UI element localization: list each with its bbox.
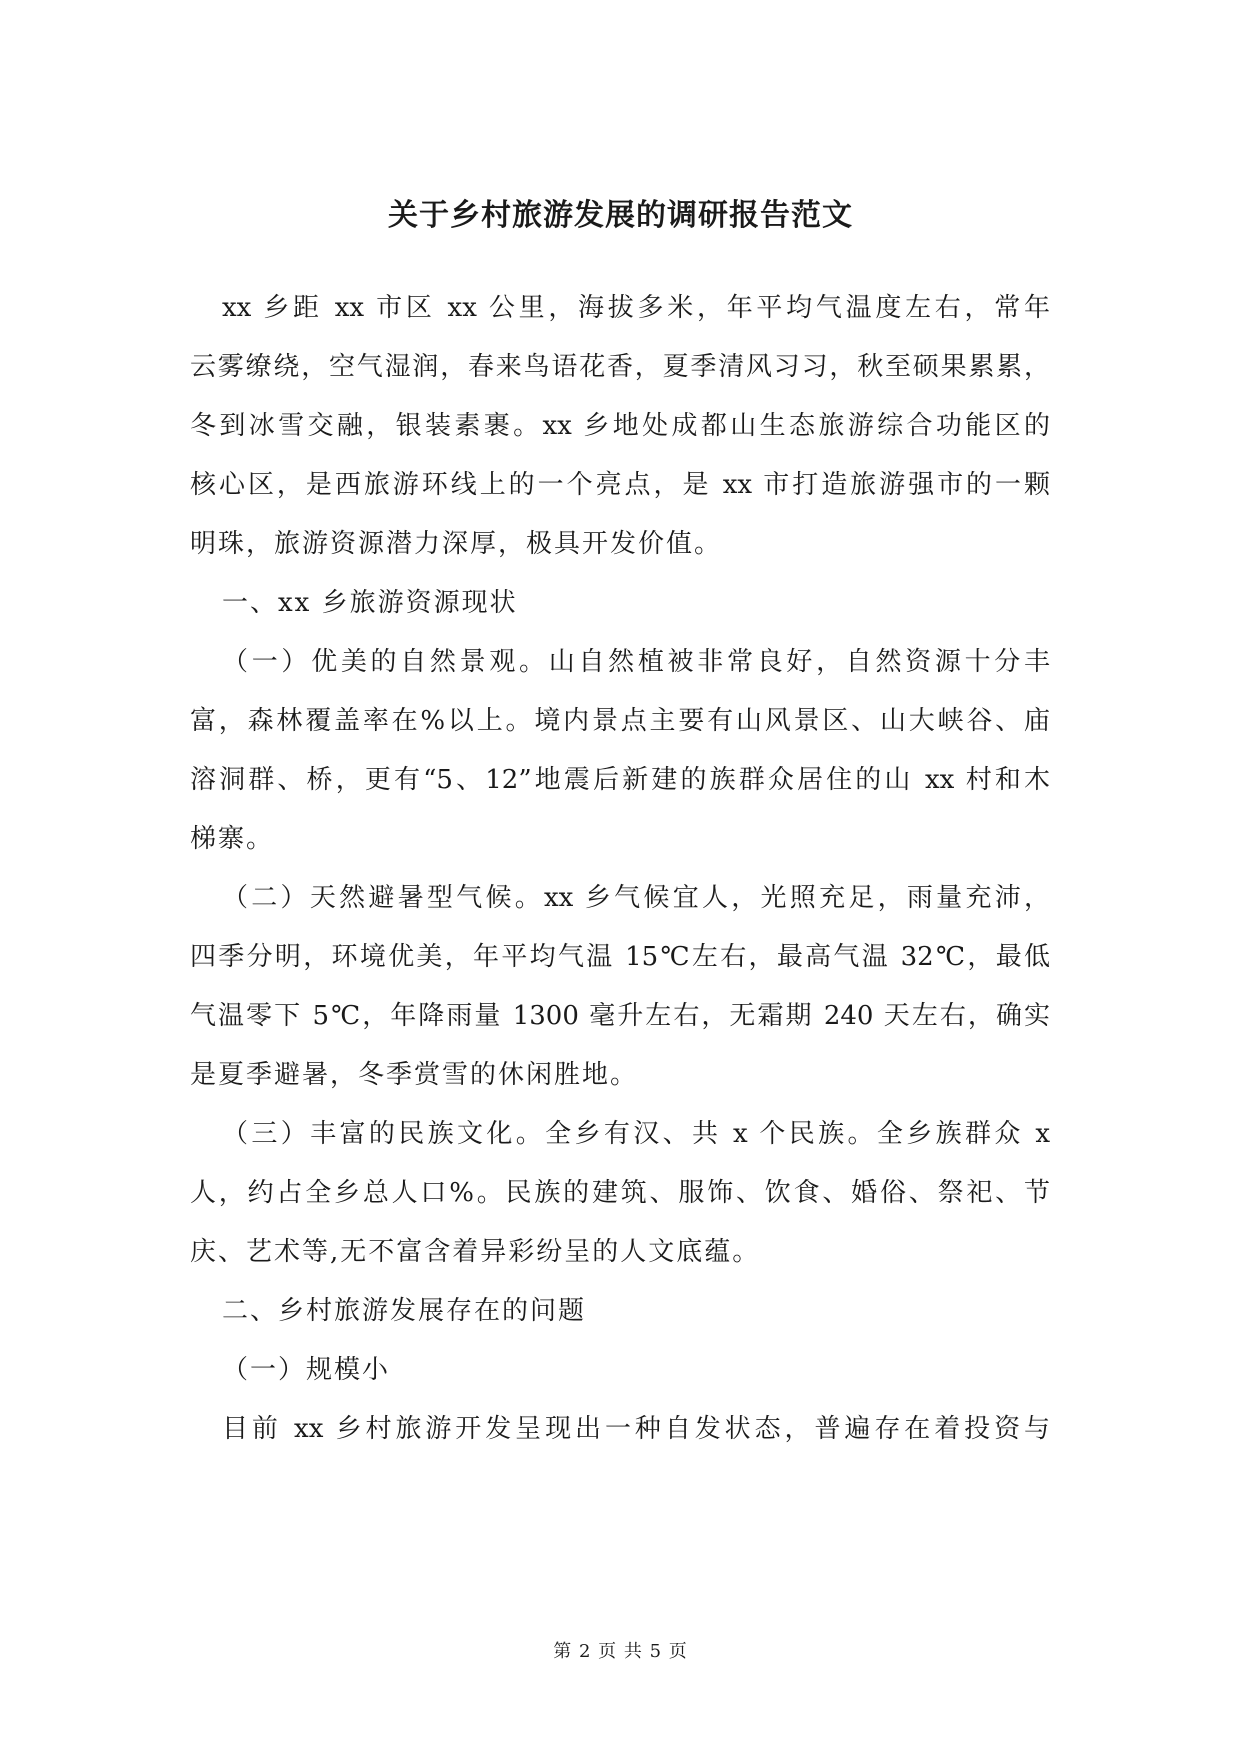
paragraph-line: 云雾缭绕，空气湿润，春来鸟语花香，夏季清风习习，秋至硕果累累， xyxy=(190,352,1050,382)
subsection-heading: （一）规模小 xyxy=(222,1355,391,1385)
paragraph-line: 人，约占全乡总人口%。民族的建筑、服饰、饮食、婚俗、祭祀、节 xyxy=(190,1178,1050,1208)
paragraph-line: （二）天然避暑型气候。xx 乡气候宜人，光照充足，雨量充沛， xyxy=(222,883,1050,913)
paragraph-line: 明珠，旅游资源潜力深厚，极具开发价值。 xyxy=(190,529,723,559)
paragraph-line: （一）优美的自然景观。山自然植被非常良好，自然资源十分丰 xyxy=(222,647,1050,677)
paragraph-line: 庆、艺术等,无不富含着异彩纷呈的人文底蕴。 xyxy=(190,1237,761,1267)
paragraph-line: 是夏季避暑，冬季赏雪的休闲胜地。 xyxy=(190,1060,639,1090)
paragraph-line: 冬到冰雪交融，银装素裹。xx 乡地处成都山生态旅游综合功能区的 xyxy=(190,411,1050,441)
paragraph-line: xx 乡距 xx 市区 xx 公里，海拔多米，年平均气温度左右，常年 xyxy=(222,293,1050,323)
section-heading: 一、xx 乡旅游资源现状 xyxy=(222,588,518,618)
paragraph-line: 富，森林覆盖率在%以上。境内景点主要有山风景区、山大峡谷、庙 xyxy=(190,706,1050,736)
paragraph-line: 梯寨。 xyxy=(190,824,275,854)
paragraph-line: （三）丰富的民族文化。全乡有汉、共 x 个民族。全乡族群众 x xyxy=(222,1119,1050,1149)
page-number-footer: 第 2 页 共 5 页 xyxy=(553,1641,688,1662)
paragraph-line: 四季分明，环境优美，年平均气温 15℃左右，最高气温 32℃，最低 xyxy=(190,942,1050,972)
document-title: 关于乡村旅游发展的调研报告范文 xyxy=(388,198,853,233)
paragraph-line: 溶洞群、桥，更有“5、12”地震后新建的族群众居住的山 xx 村和木 xyxy=(190,765,1050,795)
paragraph-line: 气温零下 5℃，年降雨量 1300 毫升左右，无霜期 240 天左右，确实 xyxy=(190,1001,1050,1031)
paragraph-line: 目前 xx 乡村旅游开发呈现出一种自发状态，普遍存在着投资与 xyxy=(222,1414,1050,1444)
section-heading: 二、乡村旅游发展存在的问题 xyxy=(222,1296,587,1326)
paragraph-line: 核心区，是西旅游环线上的一个亮点，是 xx 市打造旅游强市的一颗 xyxy=(190,470,1050,500)
